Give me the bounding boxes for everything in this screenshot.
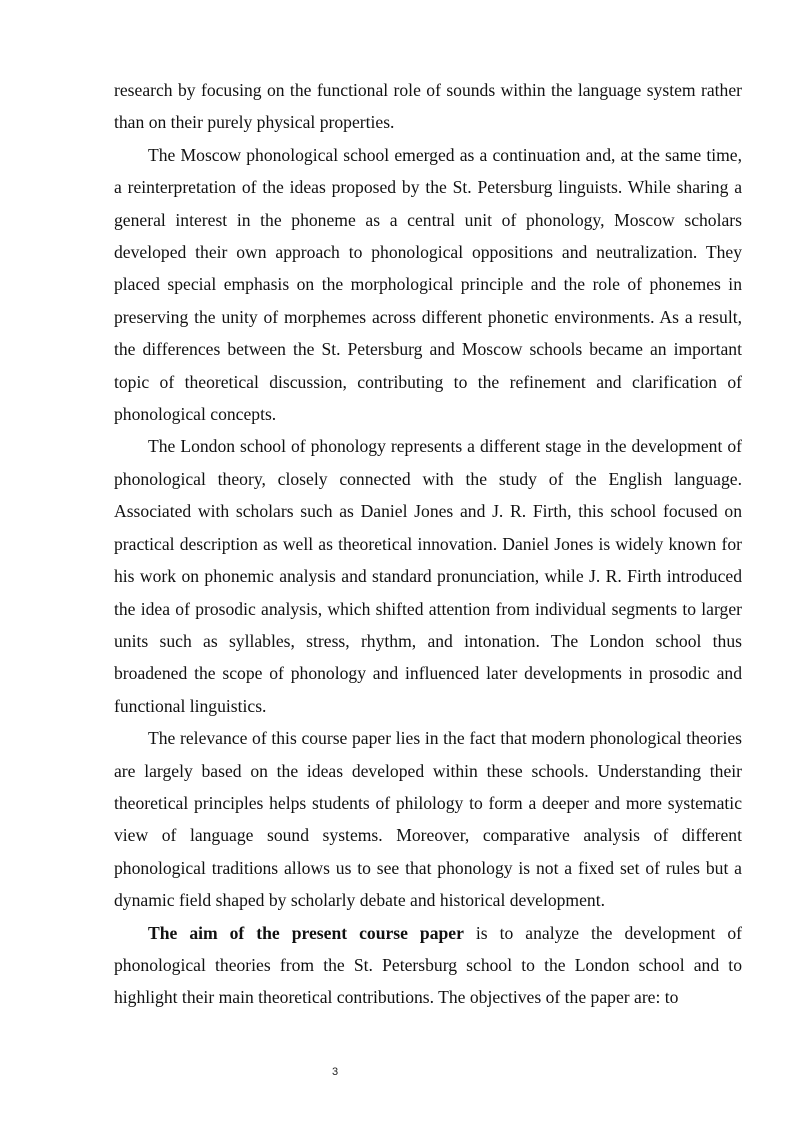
paragraph-london-school: The London school of phonology represents a different stage in the development of phonological theory, closely connected with the study of the English language. Associated with scholars such as Daniel Jones and J. R. Firth, this school focused on practical description as well as theoretical innovation. Daniel Jones is widely known for his work on phonemic analysis and standard pronunciation, while J. R. Firth introduced the idea of prosodic analysis, which shifted attention from individual segments to larger units such as syllables, stress, rhythm, and intonation. The London school thus broadened the scope of phonology and influenced later developments in prosodic and functional linguistics. <box>114 436 742 716</box>
body-text <box>114 74 742 1014</box>
paragraph-aim <box>114 917 742 1014</box>
paragraph-continued: research by focusing on the functional role of sounds within the language system rather than on their purely physical properties. <box>114 80 742 133</box>
paragraph-moscow-school: The Moscow phonological school emerged as a continuation and, at the same time, a reinterpretation of the ideas proposed by the St. Petersburg linguists. While sharing a general interest in the phoneme as a central unit of phonology, Moscow scholars developed their own approach to phonological oppositions and neutralization. They placed special emphasis on the morphological principle and the role of phonemes in preserving the unity of morphemes across different phonetic environments. As a result, the differences between the St. Petersburg and Moscow schools became an important topic of theoretical discussion, contributing to the refinement and clarification of phonological concepts. <box>114 144 742 425</box>
aim-heading-bold: The aim of the present course paper <box>148 922 464 943</box>
page-number: 3 <box>331 1066 339 1078</box>
aim-text: is to analyze the development of phonological theories from the St. Petersburg school to the London school and to highlight their main theoretical contributions. The objectives of the paper are: to <box>114 922 742 1008</box>
paragraph-relevance: The relevance of this course paper lies in the fact that modern phonological theories are largely based on the ideas developed within these schools. Understanding their theoretical principles helps students of philology to form a deeper and more systematic view of language sound systems. Moreover, comparative analysis of different phonological traditions allows us to see that phonology is not a fixed set of rules but a dynamic field shaped by scholarly debate and historical development. <box>114 728 742 911</box>
